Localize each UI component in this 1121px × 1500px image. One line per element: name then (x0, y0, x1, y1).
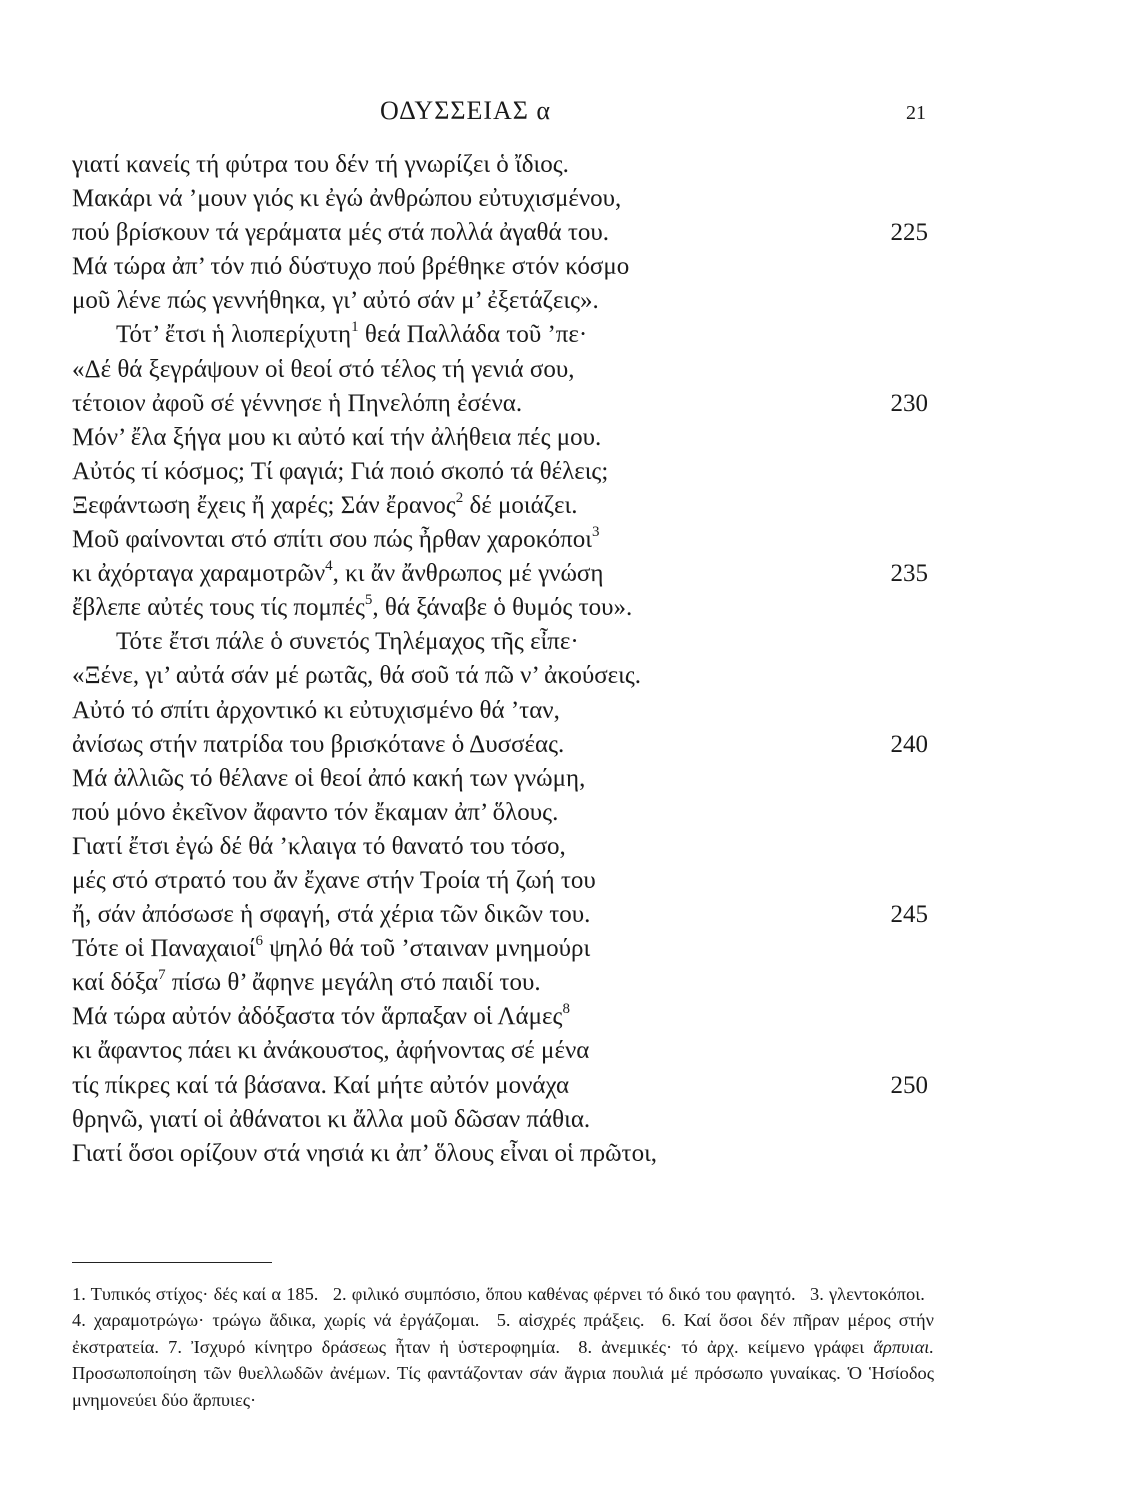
footnote-8-term: ἅρπυιαι. (873, 1336, 934, 1357)
verse-text (72, 182, 621, 216)
verse-line (72, 830, 934, 864)
verse-text-main: πού βρίσκουν τά γεράματα μές στά πολλά ἀγαθά του. (72, 219, 609, 247)
footnote-marker: 8 (562, 1001, 570, 1018)
page-title: ΟΔΥΣΣΕΙΑΣ α (380, 96, 552, 125)
verse-text-main: Τότε ἔτσι πάλε ὁ συνετός Τηλέμαχος τῆς εἶπε· (116, 628, 579, 656)
verse-line (72, 284, 934, 318)
verse-line (72, 489, 934, 523)
verse-text (72, 1103, 590, 1137)
verse-line (72, 864, 934, 898)
verse-text-rest: , θά ξάναβε ὁ θυμός του». (372, 594, 633, 622)
footnote-marker: 4 (325, 557, 333, 574)
verse-text (72, 1000, 570, 1034)
verse-text-main: κι ἀχόρταγα χαραμοτρῶν (72, 560, 326, 588)
footnote-marker: 3 (591, 523, 600, 540)
verse-line (72, 387, 934, 421)
verse-text-main: πού μόνο ἐκεῖνον ἄφαντο τόν ἔκαμαν ἀπ’ ὅλους. (72, 798, 559, 826)
verse-text (72, 523, 599, 557)
verse-text-rest: , κι ἄν ἄνθρωπος μέ γνώση (332, 560, 604, 588)
verse-text (72, 762, 585, 796)
verse-text (72, 659, 641, 693)
verse-text-main: Αὐτός τί κόσμος; Τί φαγιά; Γιά ποιό σκοπό τά θέλεις; (72, 457, 609, 485)
verse-text-main: μοῦ λένε πώς γεννήθηκα, γι’ αὐτό σάν μ’ ἐξετάζεις». (72, 287, 599, 315)
verse-text (72, 250, 629, 284)
verse-text-main: Μά τώρα ἀπ’ τόν πιό δύστυχο πού βρέθηκε στόν κόσμο (72, 253, 630, 281)
verse-text-main: ἔβλεπε αὐτές τους τίς πομπές (72, 594, 365, 622)
verse-line (72, 762, 934, 796)
verse-text-main: Τότ’ ἔτσι ἡ λιοπερίχυτη (116, 321, 352, 349)
verse-text (72, 694, 560, 728)
verse-line (72, 591, 934, 625)
verse-line (72, 318, 934, 352)
verse-number: 245 (890, 901, 928, 929)
verse-line (72, 1069, 934, 1103)
verse-text-main: Γιατί ἔτσι ἐγώ δέ θά ’κλαιγα τό θανατό του τόσο, (72, 832, 566, 860)
verse-line (72, 148, 934, 182)
verse-text-main: κι ἄφαντος πάει κι ἀνάκουστος, ἀφήνοντας σέ μένα (72, 1037, 590, 1065)
verse-number: 250 (890, 1071, 928, 1099)
verse-line (72, 421, 934, 455)
verse-text-rest: θεά Παλλάδα τοῦ ’πε· (358, 321, 588, 349)
footnote-4: 4. χαραμοτρώγω· τρώγω ἄδικα, χωρίς νά ἐργάζομαι. (72, 1310, 480, 1331)
verse-text (72, 830, 566, 864)
footnote-marker: 1 (351, 319, 359, 336)
page-number: 21 (906, 102, 926, 124)
verse-text-main: ἤ, σάν ἀπόσωσε ἡ σφαγή, στά χέρια τῶν δικῶν του. (72, 901, 591, 929)
verse-text (72, 387, 522, 421)
verse-text-main: Αὐτό τό σπίτι ἀρχοντικό κι εὐτυχισμένο θά ’ταν, (72, 696, 560, 724)
verse-number: 230 (890, 389, 928, 417)
verse-text-main: ἀνίσως στήν πατρίδα του βρισκότανε ὁ Δυσσέας. (72, 730, 565, 758)
verse-line (72, 1000, 934, 1034)
verse-line (72, 216, 934, 250)
footnote-marker: 6 (255, 932, 263, 949)
verse-text-main: μές στό στρατό του ἄν ἔχανε στήν Τροία τή ζωή του (72, 866, 596, 894)
verse-text-rest: πίσω θ’ ἄφηνε μεγάλη στό παιδί του. (165, 969, 541, 997)
footnote-7: 7. Ἰσχυρό κίνητρο δράσεως ἦταν ἡ ὑστεροφημία. (168, 1336, 560, 1357)
footnote-8-body: Προσωποποίηση τῶν θυελλωδῶν ἀνέμων. Τίς φαντάζονταν σάν ἄγρια πουλιά μέ πρόσωπο γυναίκας. Ὁ Ἡσίοδος μνημονεύει δύο ἅρπυιες· (72, 1363, 934, 1410)
verse-text (72, 1034, 589, 1068)
verse-line (72, 966, 934, 1000)
verse-text-main: Γιατί ὅσοι ορίζουν στά νησιά κι ἀπ’ ὅλους εἶναι οἱ πρῶτοι, (72, 1139, 658, 1167)
verse-line (72, 932, 934, 966)
verse-text (72, 1137, 657, 1171)
verse-text (72, 932, 590, 966)
verse-number: 225 (890, 219, 928, 247)
verse-text (72, 1069, 569, 1103)
verse-text (72, 591, 632, 625)
verse-text (72, 318, 587, 352)
verse-text-main: Μοῦ φαίνονται στό σπίτι σου πώς ἦρθαν χαροκόποι (72, 526, 592, 554)
verse-line (72, 694, 934, 728)
verse-text-main: θρηνῶ, γιατί οἱ ἀθάνατοι κι ἄλλα μοῦ δῶσαν πάθια. (72, 1105, 591, 1133)
verse-text-main: τίς πίκρες καί τά βάσανα. Καί μήτε αὐτόν μονάχα (72, 1071, 570, 1099)
footnote-5: 5. αἰσχρές πράξεις. (496, 1310, 645, 1331)
verse-line (72, 898, 934, 932)
verse-number: 235 (890, 560, 928, 588)
verse-line (72, 353, 934, 387)
verse-text (72, 284, 599, 318)
verse-line (72, 728, 934, 762)
footnote-marker: 5 (364, 591, 373, 608)
verse-text (72, 898, 590, 932)
verse-line (72, 1137, 934, 1171)
verse-text-main: «Ξένε, γι’ αὐτά σάν μέ ρωτᾶς, θά σοῦ τά πῶ ν’ ἀκούσεις. (72, 662, 642, 690)
footnote-marker: 2 (455, 489, 464, 506)
footnote-6: 6. Καί ὅσοι δέν πῆραν μέρος στήν ἐκστρατεία. (72, 1310, 934, 1357)
footnote-8-lead: 8. ἀνεμικές· τό ἀρχ. κείμενο γράφει (578, 1336, 865, 1357)
footnote-3: 3. γλεντοκόποι. (810, 1284, 925, 1304)
verse-line (72, 659, 934, 693)
verse-line (72, 182, 934, 216)
verse-line (72, 250, 934, 284)
verse-text (72, 796, 558, 830)
verse-text (72, 966, 541, 1000)
verse-number: 240 (890, 730, 928, 758)
verse-text-main: καί δόξα (72, 969, 159, 997)
running-head (0, 96, 1121, 136)
verse-text-rest: δέ μοιάζει. (463, 491, 578, 519)
verse-line (72, 557, 934, 591)
verse-line (72, 523, 934, 557)
verse-text-main: τέτοιον ἀφοῦ σέ γέννησε ἡ Πηνελόπη ἐσένα. (72, 389, 523, 417)
verse-text (72, 489, 578, 523)
verse-text (72, 216, 609, 250)
verse-text-main: Μόν’ ἔλα ξήγα μου κι αὐτό καί τήν ἀλήθεια πές μου. (72, 423, 602, 451)
footnote-1: 1. Τυπικός στίχος· δές καί α 185. (72, 1284, 319, 1304)
footnote-divider (72, 1262, 272, 1263)
verse-text-main: Τότε οἱ Παναχαιοί (72, 935, 256, 963)
verse-text (72, 864, 596, 898)
verse-line (72, 1034, 934, 1068)
verse-line (72, 455, 934, 489)
verse-text-main: γιατί κανείς τή φύτρα του δέν τή γνωρίζει ὁ ἴδιος. (72, 151, 569, 178)
verse-block (72, 148, 934, 1171)
verse-text-main: Μά ἀλλιῶς τό θέλανε οἱ θεοί ἀπό κακή των γνώμη, (72, 764, 586, 792)
verse-text (72, 353, 574, 387)
verse-text-main: Ξεφάντωση ἔχεις ἤ χαρές; Σάν ἔρανος (72, 491, 456, 519)
verse-line (72, 625, 934, 659)
verse-text-rest: ψηλό θά τοῦ ’σταιναν μνημούρι (262, 935, 591, 963)
verse-line (72, 796, 934, 830)
verse-text (72, 148, 569, 182)
verse-text (72, 557, 603, 591)
verse-text (72, 728, 564, 762)
verse-text (72, 421, 601, 455)
verse-text (72, 455, 608, 489)
verse-line (72, 1103, 934, 1137)
footnotes (72, 1281, 934, 1413)
footnote-2: 2. φιλικό συμπόσιο, ὅπου καθένας φέρνει τό δικό του φαγητό. (332, 1284, 796, 1304)
verse-text-main: Μά τώρα αὐτόν ἀδόξαστα τόν ἅρπαξαν οἱ Λάμες (72, 1003, 563, 1031)
verse-text-main: Μακάρι νά ’μουν γιός κι ἐγώ ἀνθρώπου εὐτυχισμένου, (72, 185, 622, 213)
verse-text-main: «Δέ θά ξεγράψουν οἱ θεοί στό τέλος τή γενιά σου, (72, 355, 575, 383)
footnote-marker: 7 (158, 966, 166, 983)
verse-text (72, 625, 579, 659)
